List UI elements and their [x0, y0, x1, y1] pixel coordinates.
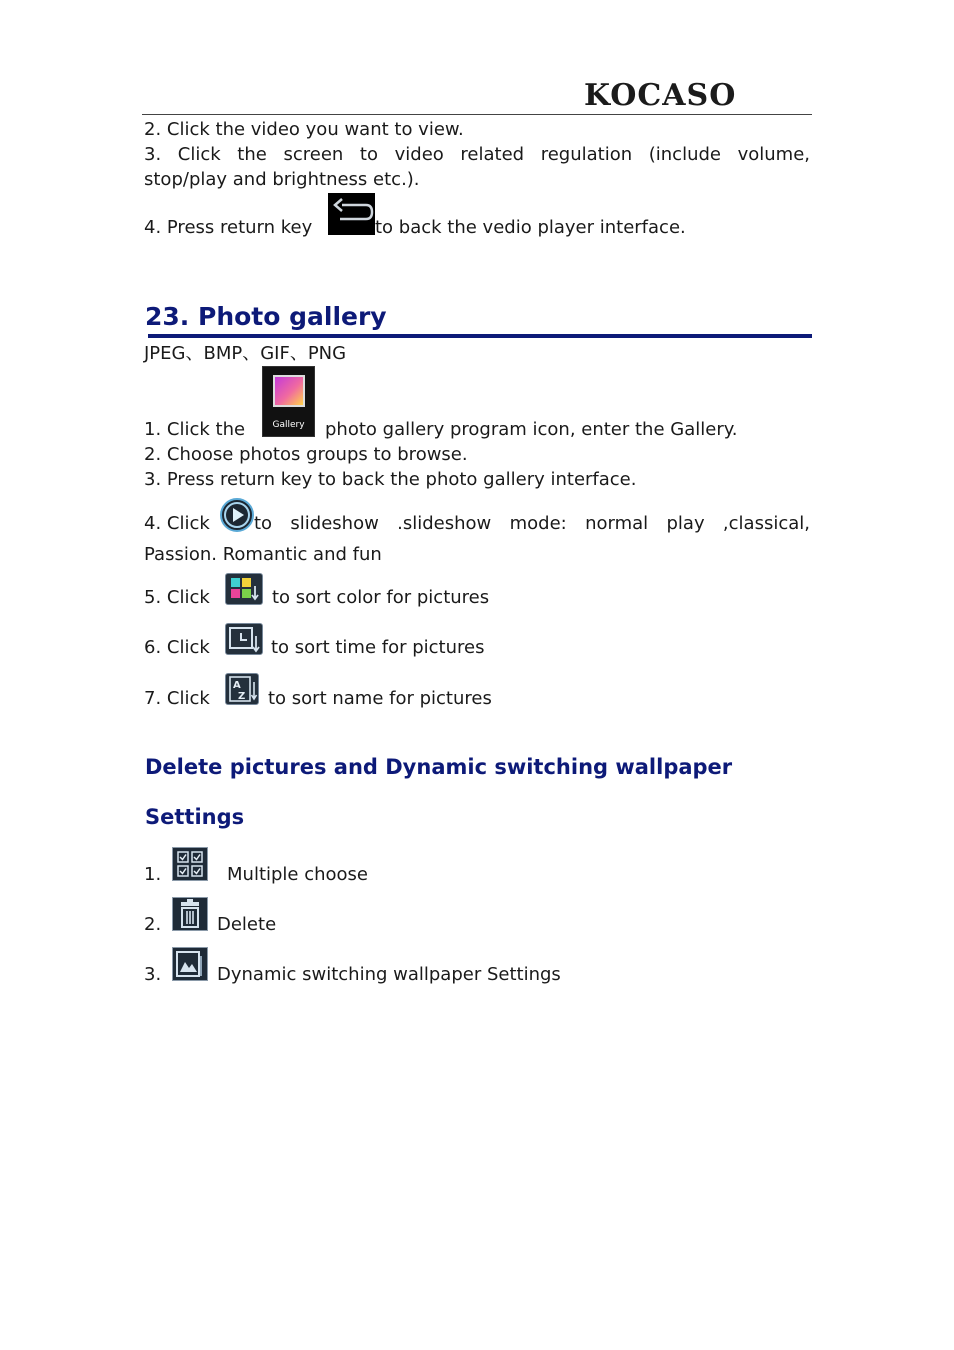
gallery-step-7-text-before: 7. Click	[144, 688, 210, 709]
gallery-step-6-text-before: 6. Click	[144, 637, 210, 658]
svg-text:A: A	[233, 680, 241, 691]
gallery-step-5-text-after: to sort color for pictures	[272, 587, 490, 608]
gallery-icon-label: Gallery	[272, 420, 305, 430]
brand-logo: KOCASO	[584, 78, 737, 113]
gallery-app-icon	[262, 366, 315, 437]
gallery-step-4-text-after: to slideshow .slideshow mode: normal play ,classical,	[254, 513, 810, 534]
settings-item-2-label: Delete	[217, 914, 277, 935]
settings-item-2-number: 2.	[144, 914, 162, 935]
az-sort-icon	[225, 673, 259, 705]
settings-item-3-label: Dynamic switching wallpaper Settings	[217, 964, 561, 985]
gallery-step-7-text-after: to sort name for pictures	[268, 688, 492, 709]
video-step-4-text-before: 4. Press return key	[144, 217, 313, 238]
gallery-step-5-text-before: 5. Click	[144, 587, 210, 608]
video-step-3-line1: 3. Click the screen to video related regulation (include volume,	[144, 144, 810, 165]
gallery-step-6-text-after: to sort time for pictures	[271, 637, 485, 658]
checkbox-grid-icon	[172, 847, 208, 881]
video-step-3-line2: stop/play and brightness etc.).	[144, 169, 420, 190]
video-step-2: 2. Click the video you want to view.	[144, 119, 464, 140]
return-arrow-icon	[328, 193, 375, 235]
gallery-step-4-line2: Passion. Romantic and fun	[144, 544, 382, 565]
settings-item-3-number: 3.	[144, 964, 162, 985]
subsection-title-line1: Delete pictures and Dynamic switching wallpaper	[145, 755, 733, 779]
time-sort-icon	[225, 623, 263, 655]
header-rule	[142, 114, 812, 115]
gallery-step-1-text-after: photo gallery program icon, enter the Gallery.	[325, 419, 738, 440]
gallery-step-3: 3. Press return key to back the photo gallery interface.	[144, 469, 637, 490]
gallery-step-1-text-before: 1. Click the	[144, 419, 246, 440]
subsection-title-line2: Settings	[145, 805, 245, 829]
wallpaper-picture-icon	[172, 947, 208, 981]
section-title-rule	[148, 334, 812, 338]
trash-icon	[172, 897, 208, 931]
play-circle-icon	[220, 498, 254, 532]
svg-text:Z: Z	[238, 691, 246, 702]
gallery-step-4-text-before: 4. Click	[144, 513, 210, 534]
settings-item-1-label: Multiple choose	[227, 864, 369, 885]
color-grid-sort-icon	[225, 573, 263, 605]
supported-formats: JPEG、BMP、GIF、PNG	[144, 343, 347, 364]
section-title: 23. Photo gallery	[145, 302, 387, 331]
video-step-4-text-after: to back the vedio player interface.	[375, 217, 686, 238]
settings-item-1-number: 1.	[144, 864, 162, 885]
gallery-step-2: 2. Choose photos groups to browse.	[144, 444, 468, 465]
